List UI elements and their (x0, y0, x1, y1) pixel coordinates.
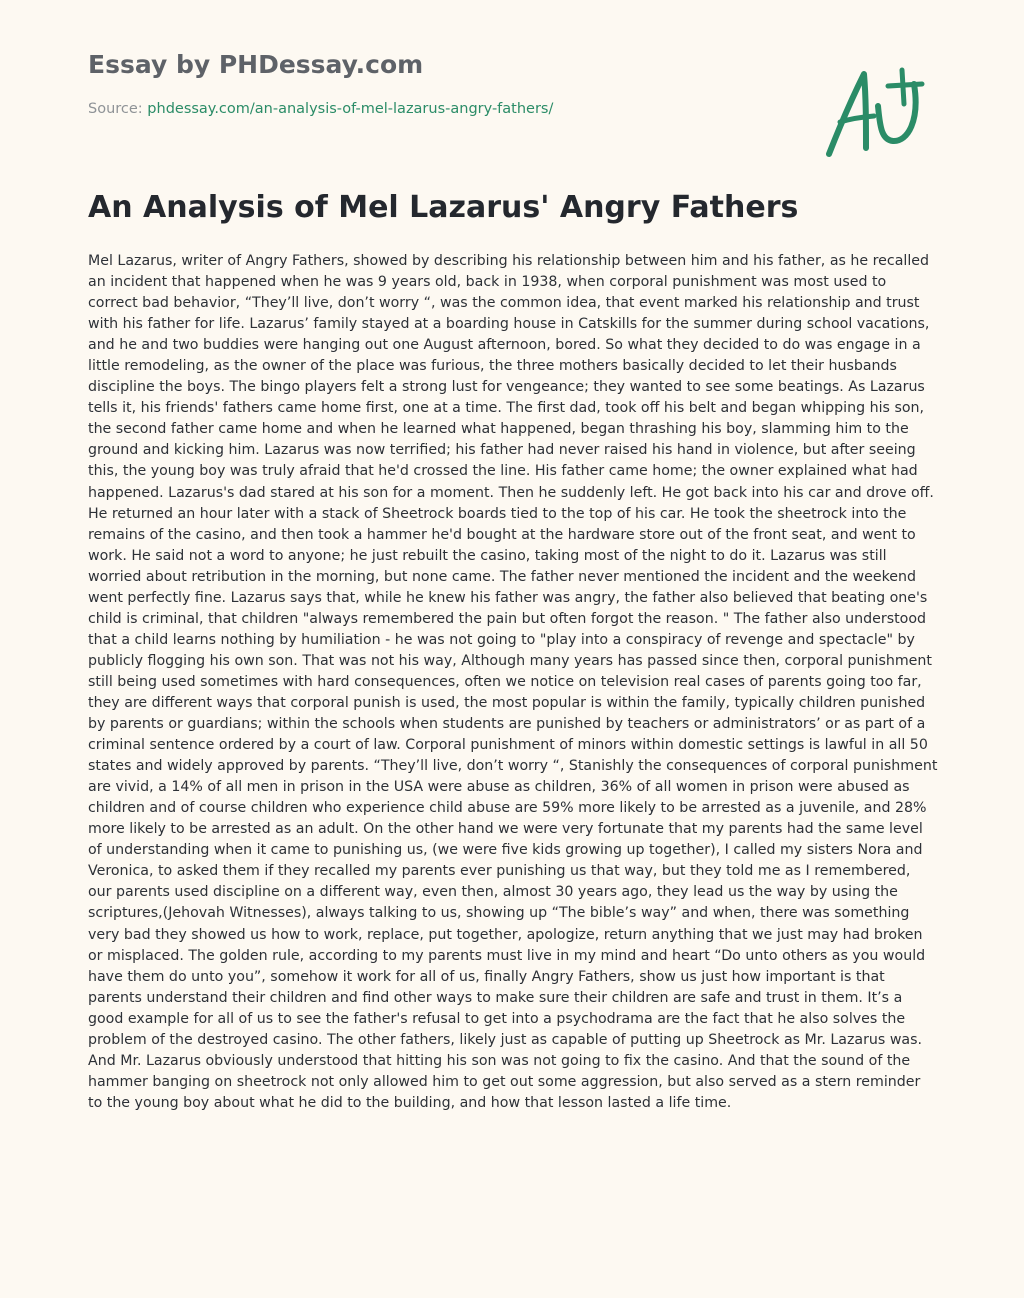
source-link[interactable]: phdessay.com/an-analysis-of-mel-lazarus-angry-fathers/ (147, 101, 554, 117)
source-line (88, 101, 553, 117)
source-label: Source: (88, 101, 148, 117)
site-title: Essay by PHDessay.com (88, 50, 424, 79)
a-plus-grade-icon (820, 62, 930, 162)
essay-title: An Analysis of Mel Lazarus' Angry Fathers (88, 190, 799, 225)
essay-body: Mel Lazarus, writer of Angry Fathers, showed by describing his relationship between him and his father, as he recalled an incident that happened when he was 9 years old, back in 1938, when corporal punishment was most used to correct bad behavior, “They’ll live, don’t worry “, was the common idea, that event marked his relationship and trust with his father for life. Lazarus’ family stayed at a boarding house in Catskills for the summer during school vacations, and he and two buddies were hanging out one August afternoon, bored. So what they decided to do was engage in a little remodeling, as the owner of the place was furious, the three mothers basically decided to let their husbands discipline the boys. The bingo players felt a strong lust for vengeance; they wanted to see some beatings. As Lazarus tells it, his friends' fathers came home first, one at a time. The first dad, took off his belt and began whipping his son, the second father came home and when he learned what happened, began thrashing his boy, slamming him to the ground and kicking him. Lazarus was now terrified; his father had never raised his hand in violence, but after seeing this, the young boy was truly afraid that he'd crossed the line. His father came home; the owner explained what had happened. Lazarus's dad stared at his son for a moment. Then he suddenly left. He got back into his car and drove off. He returned an hour later with a stack of Sheetrock boards tied to the top of his car. He took the sheetrock into the remains of the casino, and then took a hammer he'd bought at the hardware store out of the front seat, and went to work. He said not a word to anyone; he just rebuilt the casino, taking most of the night to do it. Lazarus was still worried about retribution in the morning, but none came. The father never mentioned the incident and the weekend went perfectly fine. Lazarus says that, while he knew his father was angry, the father also believed that beating one's child is criminal, that children "always remembered the pain but often forgot the reason. " The father also understood that a child learns nothing by humiliation - he was not going to "play into a conspiracy of revenge and spectacle" by publicly flogging his own son. That was not his way, Although many years has passed since then, corporal punishment still being used sometimes with hard consequences, often we notice on television real cases of parents going too far, they are different ways that corporal punish is used, the most popular is within the family, typically children punished by parents or guardians; within the schools when students are punished by teachers or administrators’ or as part of a criminal sentence ordered by a court of law. Corporal punishment of minors within domestic settings is lawful in all 50 states and widely approved by parents. “They’ll live, don’t worry “, Stanishly the consequences of corporal punishment are vivid, a 14% of all men in prison in the USA were abuse as children, 36% of all women in prison were abused as children and of course children who experience child abuse are 59% more likely to be arrested as a juvenile, and 28% more likely to be arrested as an adult. On the other hand we were very fortunate that my parents had the same level of understanding when it came to punishing us, (we were five kids growing up together), I called my sisters Nora and Veronica, to asked them if they recalled my parents ever punishing us that way, but they told me as I remembered, our parents used discipline on a different way, even then, almost 30 years ago, they lead us the way by using the scriptures,(Jehovah Witnesses), always talking to us, showing up “The bible’s way” and when, there was something very bad they showed us how to work, replace, put together, apologize, return anything that we just may had broken or misplaced. The golden rule, according to my parents must live in my mind and heart “Do unto others as you would have them do unto you”, somehow it work for all of us, finally Angry Fathers, show us just how important is that parents understand their children and find other ways to make sure their children are safe and trust in them. It’s a good example for all of us to see the father's refusal to get into a psychodrama are the fact that he also solves the problem of the destroyed casino. The other fathers, likely just as capable of putting up Sheetrock as Mr. Lazarus was. And Mr. Lazarus obviously understood that hitting his son was not going to fix the casino. And that the sound of the hammer banging on sheetrock not only allowed him to get out some aggression, but also served as a stern reminder to the young boy about what he did to the building, and how that lesson lasted a life time. (88, 253, 938, 1111)
